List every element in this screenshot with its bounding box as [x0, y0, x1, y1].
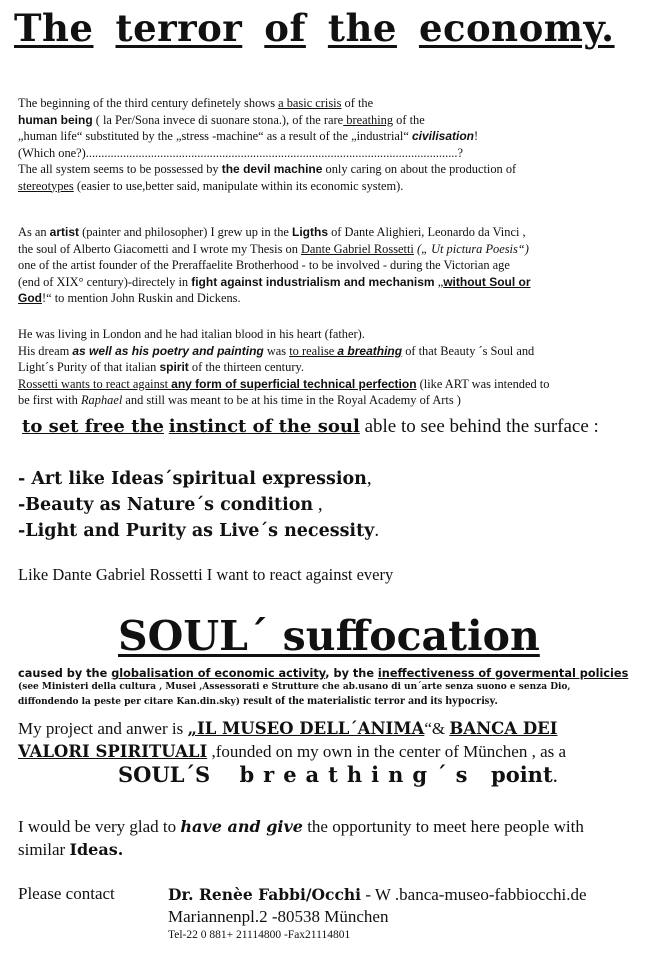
list-item [18, 466, 643, 492]
text-run: only caring on about the production of [322, 162, 517, 176]
text-run: „human life“ substituted by the „stress -machine“ as a result of the „industrial“ [18, 129, 412, 143]
caused-line [18, 666, 643, 681]
text-run: of that Beauty ´s Soul and [402, 343, 535, 358]
text-run: „IL MUSEO DELL´ANIMA [187, 719, 425, 738]
text-run: SOUL´S [118, 762, 211, 787]
list-item [18, 518, 643, 544]
text-run: one of the artist founder of the Preraffaelite Brotherhood - to be involved - during the Victorian age [18, 258, 510, 272]
text-run: Light´s Purity of that italian [18, 360, 160, 374]
text-run: (like ART was intended to [416, 376, 550, 391]
text-run: breathing´s [239, 762, 477, 787]
contact-address-line [168, 906, 587, 928]
text-run: stereotypes [18, 178, 74, 193]
project-paragraph [18, 717, 643, 763]
text-run: Ideas. [69, 840, 124, 859]
text-run: of Dante Alighieri, Leonardo da Vinci , [328, 225, 526, 239]
text-run: “& [424, 719, 450, 738]
contact-name-line [168, 884, 587, 906]
text-run: ( la Per/Sona invece di suonare stona.), of the rare [92, 112, 344, 127]
list-item [18, 492, 643, 518]
caused-paragraph [18, 666, 643, 709]
contact-block [168, 884, 587, 942]
page-title [14, 6, 650, 50]
title-word: of [264, 6, 306, 50]
text-run: any form of superficial technical perfection [171, 376, 417, 391]
contact-phone: Tel-22 0 881+ 21114800 -Fax21114801 [168, 929, 351, 941]
diffondendo-line [18, 694, 643, 709]
breathing-point-line [118, 762, 558, 788]
text-run: instinct of the soul [168, 416, 360, 437]
text-run: I would be very glad to [18, 817, 181, 836]
text-run: globalisation of economic activity [111, 667, 326, 680]
text-run: result of the materialistic terror and its hypocrisy. [240, 693, 498, 707]
text-run: fight against industrialism and mechanism [191, 274, 435, 289]
text-run: the devil machine [221, 162, 323, 176]
text-run: -Light and Purity as Live´s necessity [18, 521, 375, 541]
text-run: able to see behind the surface : [359, 416, 599, 437]
text-run: !“ to mention John Ruskin and Dickens. [42, 291, 241, 305]
text-run: to set free the [22, 416, 165, 437]
text-run: The all system seems to be possessed by [18, 162, 222, 176]
text-run: of the [393, 112, 425, 127]
text-run: to realise [289, 343, 338, 358]
text-run: VALORI SPIRITUALI [18, 742, 208, 761]
title-word: terror [115, 6, 243, 50]
text-run: a basic crisis [278, 96, 342, 110]
text-run: the soul of Alberto Giacometti and I wrote my Thesis on [18, 241, 301, 256]
text-run: have and give [180, 817, 303, 836]
text-run: human being [18, 112, 93, 127]
soul-suffocation-heading: SOUL´ suffocation [118, 612, 540, 660]
text-run: My project and anwer is [18, 719, 188, 738]
text-run: , by the [325, 667, 378, 680]
text-run: Raphael [80, 393, 123, 407]
text-run: , [366, 468, 372, 489]
text-run: God [18, 291, 42, 305]
text-run: ineffectiveness of govermental policies [377, 667, 629, 680]
react-line: Like Dante Gabriel Rossetti I want to react against every [18, 565, 394, 584]
contact-street: Mariannenpl.2 [168, 907, 268, 926]
text-run: a breathing [337, 343, 403, 358]
text-run: ,founded on my own in the center of München , as a [207, 742, 567, 761]
text-run: His dream [18, 343, 73, 358]
text-run: spirit [159, 360, 189, 374]
text-run: He was living in London and he had italian blood in his heart (father). [18, 327, 365, 341]
text-run: -Beauty as Nature´s condition [18, 495, 314, 515]
text-run: breathing [343, 112, 394, 127]
text-run: point [491, 762, 553, 787]
text-run: (end of XIX° century)-directely in [18, 274, 192, 289]
text-run: diffondendo la peste per citare Kan.din.sky) [18, 697, 241, 707]
text-run: (easier to use,better said, manipulate within its economic system). [73, 178, 404, 193]
text-run: („ Ut pictura Poesis“) [413, 241, 529, 256]
title-word: The [14, 6, 94, 50]
title-word: the [327, 6, 397, 50]
text-run: . [374, 520, 380, 541]
text-run: Ligths [292, 225, 329, 239]
contact-website[interactable]: - W .banca-museo-fabbiocchi.de [361, 885, 587, 904]
text-run: BANCA DEI [449, 719, 558, 738]
text-run: be first with [18, 393, 81, 407]
set-free-line [22, 415, 647, 439]
text-run: ! [474, 129, 479, 143]
text-run: - Art like Ideas´spiritual expression [18, 469, 367, 489]
text-run: (painter and philosopher) I grew up in the [79, 225, 293, 239]
ministeri-line: (see Ministeri della cultura , Musei ,Assessorati e Strutture che ab.usano di un´arte senza suono e senza Dio, [18, 682, 571, 692]
text-run: Rossetti wants to react against [18, 376, 172, 391]
text-run: the opportunity to meet here people with [302, 817, 584, 836]
text-run: civilisation [411, 129, 474, 143]
text-run: without Soul or [443, 274, 531, 289]
rossetti-paragraph [18, 326, 643, 409]
principles-list [18, 466, 643, 544]
text-run: and still was meant to be at his time in the Royal Academy of Arts ) [122, 393, 461, 407]
contact-label: Please contact [18, 884, 115, 903]
text-run: (Which one?)........................................................................................................................? [18, 145, 463, 160]
invitation-paragraph [18, 815, 643, 861]
text-run: Dante Gabriel Rossetti [300, 241, 414, 256]
text-run: of the thirteen century. [188, 360, 304, 374]
text-run: of the [341, 96, 374, 110]
text-run: was [263, 343, 290, 358]
text-run: , [313, 494, 323, 515]
text-run: caused by the [18, 667, 112, 680]
artist-paragraph [18, 224, 643, 307]
text-run: . [552, 763, 558, 787]
text-run: as well as his poetry and painting [72, 343, 264, 358]
intro-paragraph [18, 95, 643, 194]
text-run: As an [18, 225, 50, 239]
text-run: artist [49, 225, 80, 239]
title-word: economy. [418, 6, 615, 50]
text-run: „ [434, 274, 444, 289]
text-run: similar [18, 840, 70, 859]
contact-name: Dr. Renèe Fabbi/Occhi [168, 885, 362, 904]
contact-city: -80538 München [267, 907, 389, 926]
text-run: The beginning of the third century definetely shows [18, 96, 279, 110]
